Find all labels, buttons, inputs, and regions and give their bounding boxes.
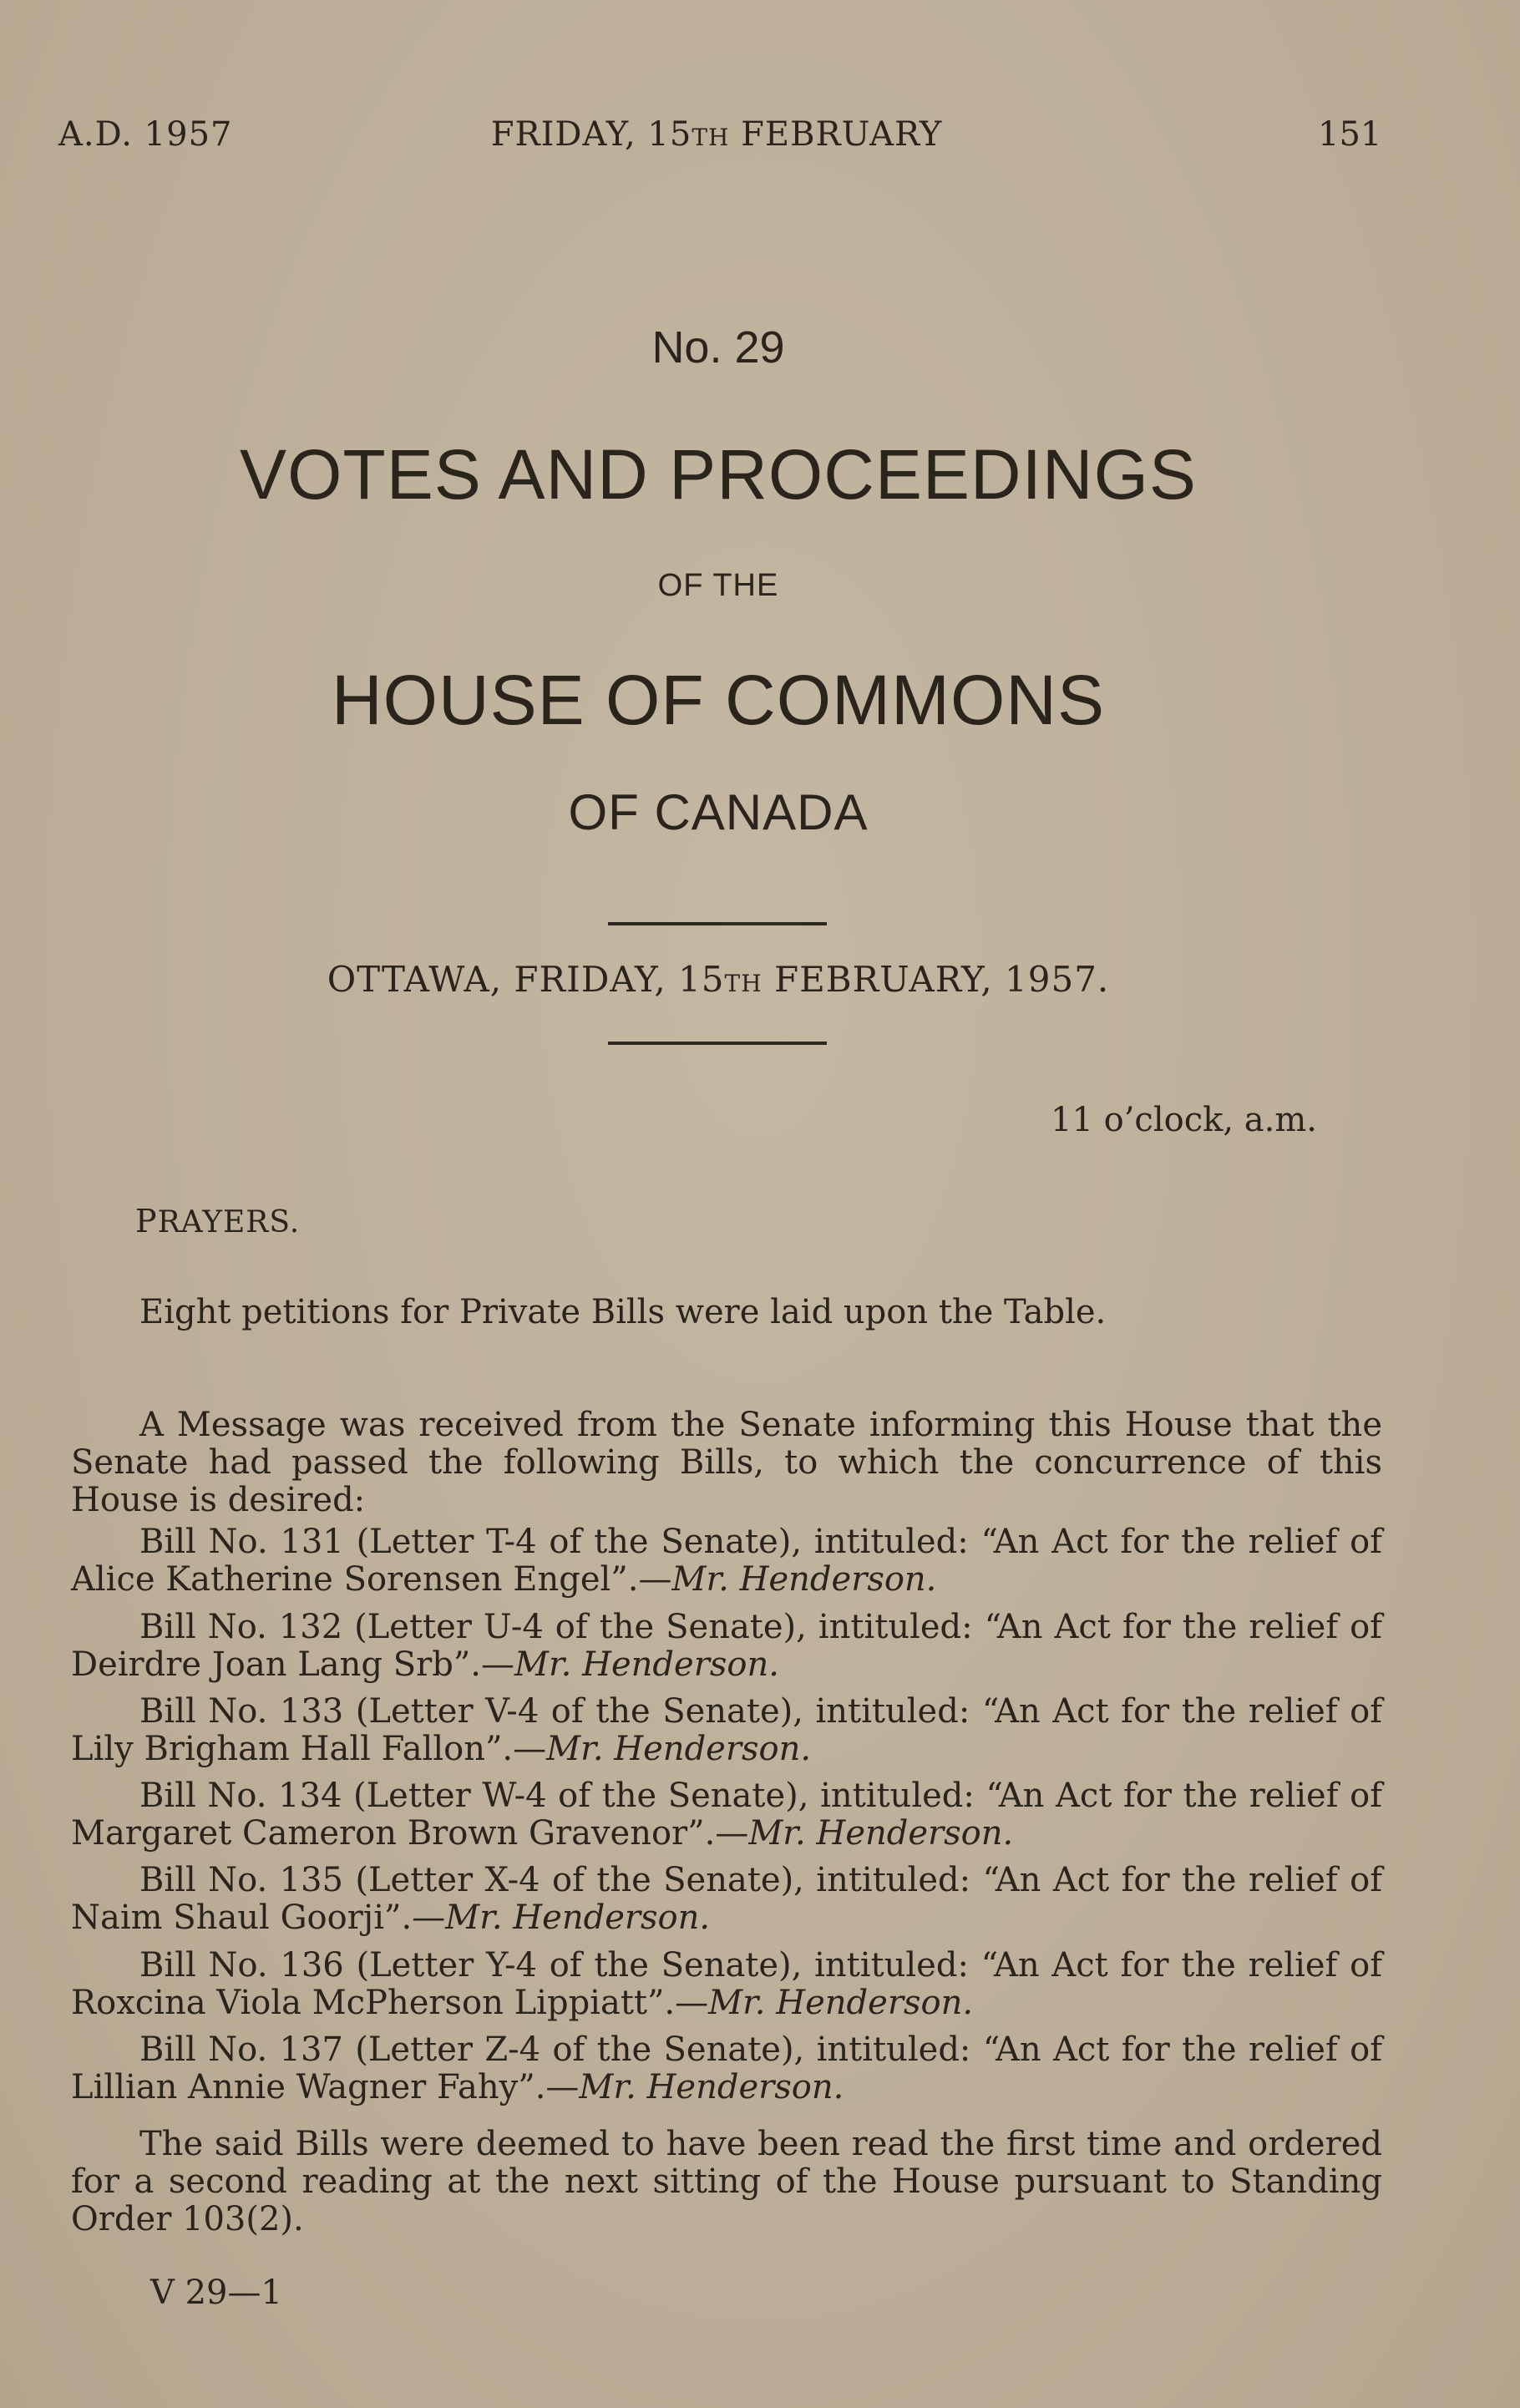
- petitions-paragraph: Eight petitions for Private Bills were laid upon the Table.: [139, 1293, 1107, 1331]
- dateline-rest: FEBRUARY, 1957.: [762, 959, 1110, 1000]
- bill-text: Bill No. 132 (Letter U-4 of the Senate), intituled: “An Act for the relief of Deirdre Joan Lang Srb”.—: [71, 1608, 1382, 1684]
- prayers-rest: RAYERS.: [157, 1205, 301, 1239]
- issue-number: No. 29: [651, 322, 785, 373]
- bill-item: [71, 1777, 1382, 1853]
- bill-text: Bill No. 131 (Letter T-4 of the Senate), intituled: “An Act for the relief of Alice Katherine Sorensen Engel”.—: [71, 1523, 1382, 1599]
- title-house-of-commons: HOUSE OF COMMONS: [331, 661, 1105, 739]
- running-header-date-month: FEBRUARY: [729, 115, 943, 154]
- title-votes-and-proceedings: VOTES AND PROCEEDINGS: [240, 435, 1197, 514]
- dateline-suffix: TH: [724, 970, 763, 997]
- bill-item: [71, 1523, 1382, 1599]
- signature-mark: V 29—1: [150, 2274, 282, 2312]
- dateline-prefix: OTTAWA, FRIDAY, 15: [327, 959, 725, 1000]
- page-number: 151: [1318, 115, 1382, 154]
- dateline: [0, 959, 1436, 1000]
- senate-message-paragraph: A Message was received from the Senate informing this House that the Senate had passed the following Bills, to which the concurrence of this House is desired:: [71, 1406, 1382, 1519]
- bill-text: Bill No. 136 (Letter Y-4 of the Senate), intituled: “An Act for the relief of Roxcina Viola McPherson Lippiatt”.—: [71, 1946, 1382, 2022]
- bill-text: Bill No. 133 (Letter V-4 of the Senate), intituled: “An Act for the relief of Lily Brigham Hall Fallon”.—: [71, 1692, 1382, 1768]
- sitting-time: 11 o’clock, a.m.: [1051, 1101, 1317, 1139]
- conclusion-paragraph: The said Bills were deemed to have been read the first time and ordered for a second reading at the next sitting of the House pursuant to Standing Order 103(2).: [71, 2125, 1382, 2238]
- bill-sponsor: Mr. Henderson.: [708, 1984, 974, 2022]
- bill-sponsor: Mr. Henderson.: [546, 1730, 812, 1768]
- title-of-canada: OF CANADA: [568, 784, 869, 840]
- bill-item: [71, 1609, 1382, 1684]
- bill-text: Bill No. 134 (Letter W-4 of the Senate), intituled: “An Act for the relief of Margaret Cameron Brown Gravenor”.—: [71, 1777, 1382, 1853]
- divider-bottom: [608, 1042, 827, 1045]
- divider-top: [608, 922, 827, 925]
- bill-item: [71, 1862, 1382, 1937]
- bill-sponsor: Mr. Henderson.: [445, 1899, 711, 1937]
- running-header-date-prefix: FRIDAY, 15: [490, 115, 692, 154]
- running-header-date-suffix: TH: [692, 124, 730, 151]
- bill-text: Bill No. 137 (Letter Z-4 of the Senate), intituled: “An Act for the relief of Lillian Annie Wagner Fahy”.—: [71, 2030, 1382, 2106]
- bill-sponsor: Mr. Henderson.: [748, 1814, 1014, 1853]
- title-of-the: OF THE: [657, 568, 779, 603]
- bill-text: Bill No. 135 (Letter X-4 of the Senate), intituled: “An Act for the relief of Naim Shaul Goorji”.—: [71, 1861, 1382, 1937]
- running-header-date: [0, 115, 1433, 154]
- bill-sponsor: Mr. Henderson.: [671, 1560, 937, 1599]
- prayers-initial: P: [135, 1203, 158, 1239]
- bill-item: [71, 2031, 1382, 2106]
- bill-sponsor: Mr. Henderson.: [579, 2068, 844, 2106]
- prayers-heading: [135, 1203, 300, 1239]
- bill-sponsor: Mr. Henderson.: [514, 1645, 779, 1684]
- running-header-year: A.D. 1957: [58, 115, 233, 154]
- bill-item: [71, 1693, 1382, 1768]
- bill-item: [71, 1947, 1382, 2022]
